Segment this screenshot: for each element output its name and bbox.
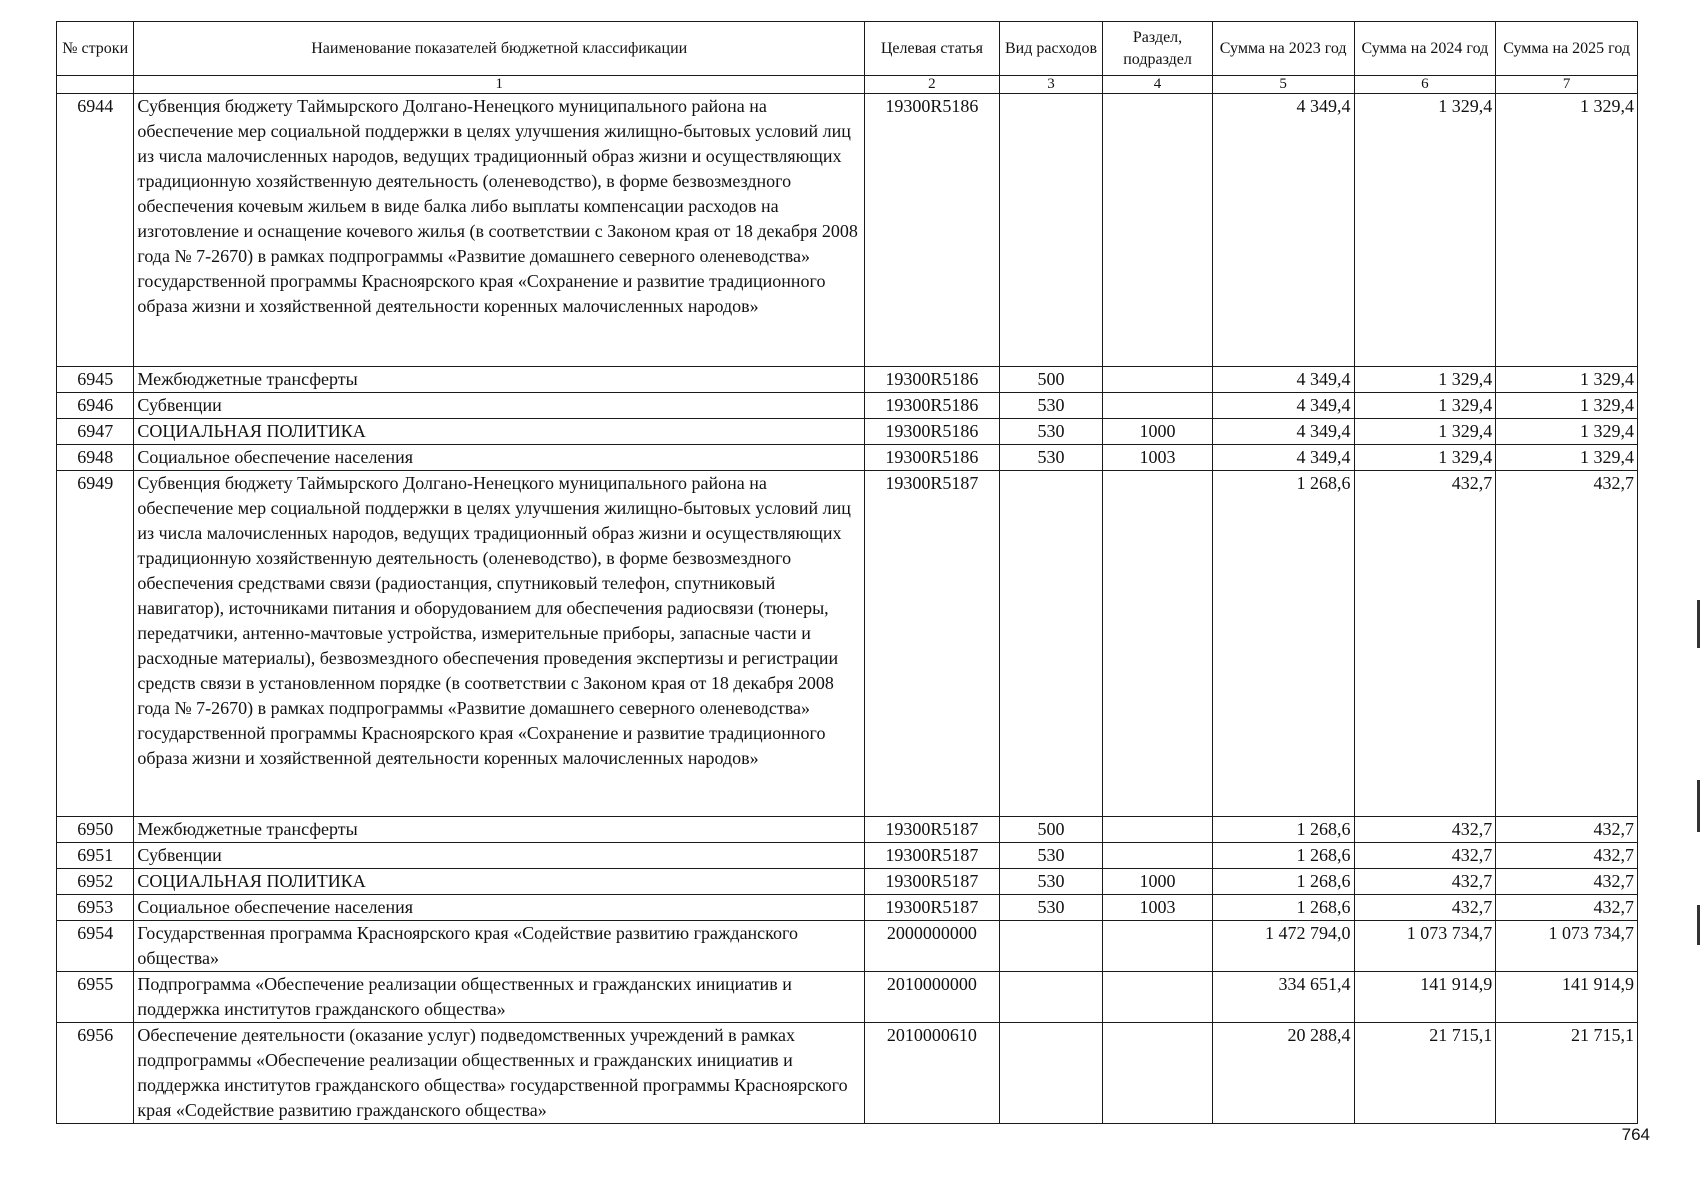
target-article: 19300R5187 — [865, 471, 1000, 817]
table-row — [57, 1023, 1638, 1124]
sum-2025: 1 329,4 — [1496, 445, 1638, 471]
expense-type — [999, 972, 1103, 1023]
row-number: 6947 — [57, 419, 134, 445]
sum-2023: 1 268,6 — [1212, 869, 1354, 895]
expense-type: 530 — [999, 419, 1103, 445]
row-number: 6944 — [57, 94, 134, 367]
expense-type — [999, 1023, 1103, 1124]
section: 1003 — [1103, 445, 1213, 471]
column-number: 3 — [999, 76, 1103, 94]
sum-2023: 1 268,6 — [1212, 471, 1354, 817]
target-article: 19300R5186 — [865, 94, 1000, 367]
header-sum-2023: Сумма на 2023 год — [1212, 22, 1354, 76]
table-row — [57, 94, 1638, 367]
table-row — [57, 869, 1638, 895]
scan-edge-mark — [1697, 600, 1700, 648]
scan-edge-mark — [1697, 780, 1700, 832]
section — [1103, 843, 1213, 869]
target-article: 19300R5187 — [865, 817, 1000, 843]
row-number: 6954 — [57, 921, 134, 972]
column-number: 6 — [1354, 76, 1496, 94]
sum-2023: 4 349,4 — [1212, 445, 1354, 471]
expense-type: 530 — [999, 895, 1103, 921]
sum-2024: 432,7 — [1354, 471, 1496, 817]
indicator-name: Межбюджетные трансферты — [134, 367, 865, 393]
table-header-row — [57, 22, 1638, 76]
table-row — [57, 419, 1638, 445]
indicator-name: Субвенции — [134, 843, 865, 869]
sum-2024: 432,7 — [1354, 869, 1496, 895]
sum-2025: 432,7 — [1496, 895, 1638, 921]
sum-2025: 1 329,4 — [1496, 419, 1638, 445]
scan-edge-mark — [1697, 905, 1700, 945]
column-number: 7 — [1496, 76, 1638, 94]
indicator-name: Государственная программа Красноярского края «Содействие развитию гражданского общества» — [134, 921, 865, 972]
expense-type: 500 — [999, 817, 1103, 843]
section — [1103, 94, 1213, 367]
sum-2025: 432,7 — [1496, 817, 1638, 843]
indicator-name: Субвенции — [134, 393, 865, 419]
target-article: 19300R5187 — [865, 843, 1000, 869]
sum-2025: 21 715,1 — [1496, 1023, 1638, 1124]
indicator-name: СОЦИАЛЬНАЯ ПОЛИТИКА — [134, 419, 865, 445]
sum-2024: 1 329,4 — [1354, 419, 1496, 445]
indicator-name: Обеспечение деятельности (оказание услуг) подведомственных учреждений в рамках подпрограммы «Обеспечение реализации общественных и гражданских инициатив и поддержка институтов гражданского общества» государственной программы Красноярского края «Содействие развитию гражданского общества» — [134, 1023, 865, 1124]
row-number: 6955 — [57, 972, 134, 1023]
sum-2024: 21 715,1 — [1354, 1023, 1496, 1124]
target-article: 2010000000 — [865, 972, 1000, 1023]
sum-2023: 1 268,6 — [1212, 843, 1354, 869]
table-row — [57, 921, 1638, 972]
sum-2024: 1 329,4 — [1354, 94, 1496, 367]
row-number: 6949 — [57, 471, 134, 817]
header-sum-2025: Сумма на 2025 год — [1496, 22, 1638, 76]
sum-2024: 432,7 — [1354, 843, 1496, 869]
expense-type — [999, 471, 1103, 817]
target-article: 19300R5187 — [865, 869, 1000, 895]
table-row — [57, 445, 1638, 471]
table-row — [57, 817, 1638, 843]
row-number: 6948 — [57, 445, 134, 471]
target-article: 19300R5186 — [865, 367, 1000, 393]
sum-2023: 4 349,4 — [1212, 393, 1354, 419]
target-article: 2010000610 — [865, 1023, 1000, 1124]
header-sum-2024: Сумма на 2024 год — [1354, 22, 1496, 76]
indicator-name: Межбюджетные трансферты — [134, 817, 865, 843]
indicator-name: СОЦИАЛЬНАЯ ПОЛИТИКА — [134, 869, 865, 895]
section — [1103, 1023, 1213, 1124]
column-number-empty — [57, 76, 134, 94]
sum-2023: 4 349,4 — [1212, 94, 1354, 367]
budget-sheet — [56, 21, 1638, 1124]
header-indicator-name: Наименование показателей бюджетной классификации — [134, 22, 865, 76]
row-number: 6950 — [57, 817, 134, 843]
indicator-name: Субвенция бюджету Таймырского Долгано-Ненецкого муниципального района на обеспечение мер социальной поддержки в целях улучшения жилищно-бытовых условий лиц из числа малочисленных народов, ведущих традиционный образ жизни и осуществляющих традиционную хозяйственную деятельность (оленеводство), в форме безвозмездного обеспечения кочевым жильем в виде балка либо выплаты компенсации расходов на изготовление и оснащение кочевого жилья (в соответствии с Законом края от 18 декабря 2008 года № 7-2670) в рамках подпрограммы «Развитие домашнего северного оленеводства» государственной программы Красноярского края «Сохранение и развитие традиционного образа жизни и хозяйственной деятельности коренных малочисленных народов» — [134, 94, 865, 367]
expense-type: 530 — [999, 869, 1103, 895]
table-row — [57, 393, 1638, 419]
sum-2025: 1 329,4 — [1496, 367, 1638, 393]
section — [1103, 921, 1213, 972]
section: 1000 — [1103, 869, 1213, 895]
sum-2023: 1 472 794,0 — [1212, 921, 1354, 972]
expense-type — [999, 921, 1103, 972]
sum-2025: 1 329,4 — [1496, 393, 1638, 419]
section — [1103, 471, 1213, 817]
sum-2024: 1 329,4 — [1354, 445, 1496, 471]
expense-type: 530 — [999, 843, 1103, 869]
header-target-article: Целевая статья — [865, 22, 1000, 76]
sum-2025: 432,7 — [1496, 843, 1638, 869]
budget-table — [56, 21, 1638, 1124]
indicator-name: Социальное обеспечение населения — [134, 445, 865, 471]
target-article: 2000000000 — [865, 921, 1000, 972]
sum-2024: 432,7 — [1354, 895, 1496, 921]
header-expense-type: Вид расходов — [999, 22, 1103, 76]
section: 1000 — [1103, 419, 1213, 445]
column-number: 4 — [1103, 76, 1213, 94]
indicator-name: Социальное обеспечение населения — [134, 895, 865, 921]
sum-2024: 1 329,4 — [1354, 367, 1496, 393]
section — [1103, 972, 1213, 1023]
table-row — [57, 367, 1638, 393]
indicator-name: Подпрограмма «Обеспечение реализации общественных и гражданских инициатив и поддержка институтов гражданского общества» — [134, 972, 865, 1023]
sum-2025: 1 329,4 — [1496, 94, 1638, 367]
target-article: 19300R5186 — [865, 393, 1000, 419]
table-row — [57, 895, 1638, 921]
section — [1103, 393, 1213, 419]
sum-2025: 432,7 — [1496, 869, 1638, 895]
sum-2023: 1 268,6 — [1212, 895, 1354, 921]
row-number: 6956 — [57, 1023, 134, 1124]
expense-type — [999, 94, 1103, 367]
section — [1103, 817, 1213, 843]
indicator-name: Субвенция бюджету Таймырского Долгано-Ненецкого муниципального района на обеспечение мер социальной поддержки в целях улучшения жилищно-бытовых условий лиц из числа малочисленных народов, ведущих традиционный образ жизни и осуществляющих традиционную хозяйственную деятельность (оленеводство), в форме безвозмездного обеспечения средствами связи (радиостанция, спутниковый телефон, спутниковый навигатор), источниками питания и оборудованием для обеспечения радиосвязи (тюнеры, передатчики, антенно-мачтовые устройства, измерительные приборы, запасные части и расходные материалы), безвозмездного обеспечения проведения экспертизы и регистрации средств связи в установленном порядке (в соответствии с Законом края от 18 декабря 2008 года № 7-2670) в рамках подпрограммы «Развитие домашнего северного оленеводства» государственной программы Красноярского края «Сохранение и развитие традиционного образа жизни и хозяйственной деятельности коренных малочисленных народов» — [134, 471, 865, 817]
target-article: 19300R5187 — [865, 895, 1000, 921]
sum-2024: 1 073 734,7 — [1354, 921, 1496, 972]
sum-2023: 1 268,6 — [1212, 817, 1354, 843]
section: 1003 — [1103, 895, 1213, 921]
sum-2023: 334 651,4 — [1212, 972, 1354, 1023]
table-row — [57, 843, 1638, 869]
page-number: 764 — [1621, 1125, 1650, 1144]
header-section: Раздел, подраздел — [1103, 22, 1213, 76]
row-number: 6946 — [57, 393, 134, 419]
row-number: 6953 — [57, 895, 134, 921]
table-row — [57, 972, 1638, 1023]
sum-2024: 432,7 — [1354, 817, 1496, 843]
table-row — [57, 471, 1638, 817]
row-number: 6952 — [57, 869, 134, 895]
sum-2024: 1 329,4 — [1354, 393, 1496, 419]
expense-type: 530 — [999, 445, 1103, 471]
sum-2023: 20 288,4 — [1212, 1023, 1354, 1124]
sum-2024: 141 914,9 — [1354, 972, 1496, 1023]
sum-2023: 4 349,4 — [1212, 367, 1354, 393]
sum-2025: 141 914,9 — [1496, 972, 1638, 1023]
column-number: 2 — [865, 76, 1000, 94]
sum-2025: 432,7 — [1496, 471, 1638, 817]
target-article: 19300R5186 — [865, 419, 1000, 445]
target-article: 19300R5186 — [865, 445, 1000, 471]
row-number: 6945 — [57, 367, 134, 393]
row-number: 6951 — [57, 843, 134, 869]
column-number: 5 — [1212, 76, 1354, 94]
column-number-row — [57, 76, 1638, 94]
sum-2023: 4 349,4 — [1212, 419, 1354, 445]
column-number: 1 — [134, 76, 865, 94]
sum-2025: 1 073 734,7 — [1496, 921, 1638, 972]
header-row-number: № строки — [57, 22, 134, 76]
expense-type: 500 — [999, 367, 1103, 393]
expense-type: 530 — [999, 393, 1103, 419]
section — [1103, 367, 1213, 393]
